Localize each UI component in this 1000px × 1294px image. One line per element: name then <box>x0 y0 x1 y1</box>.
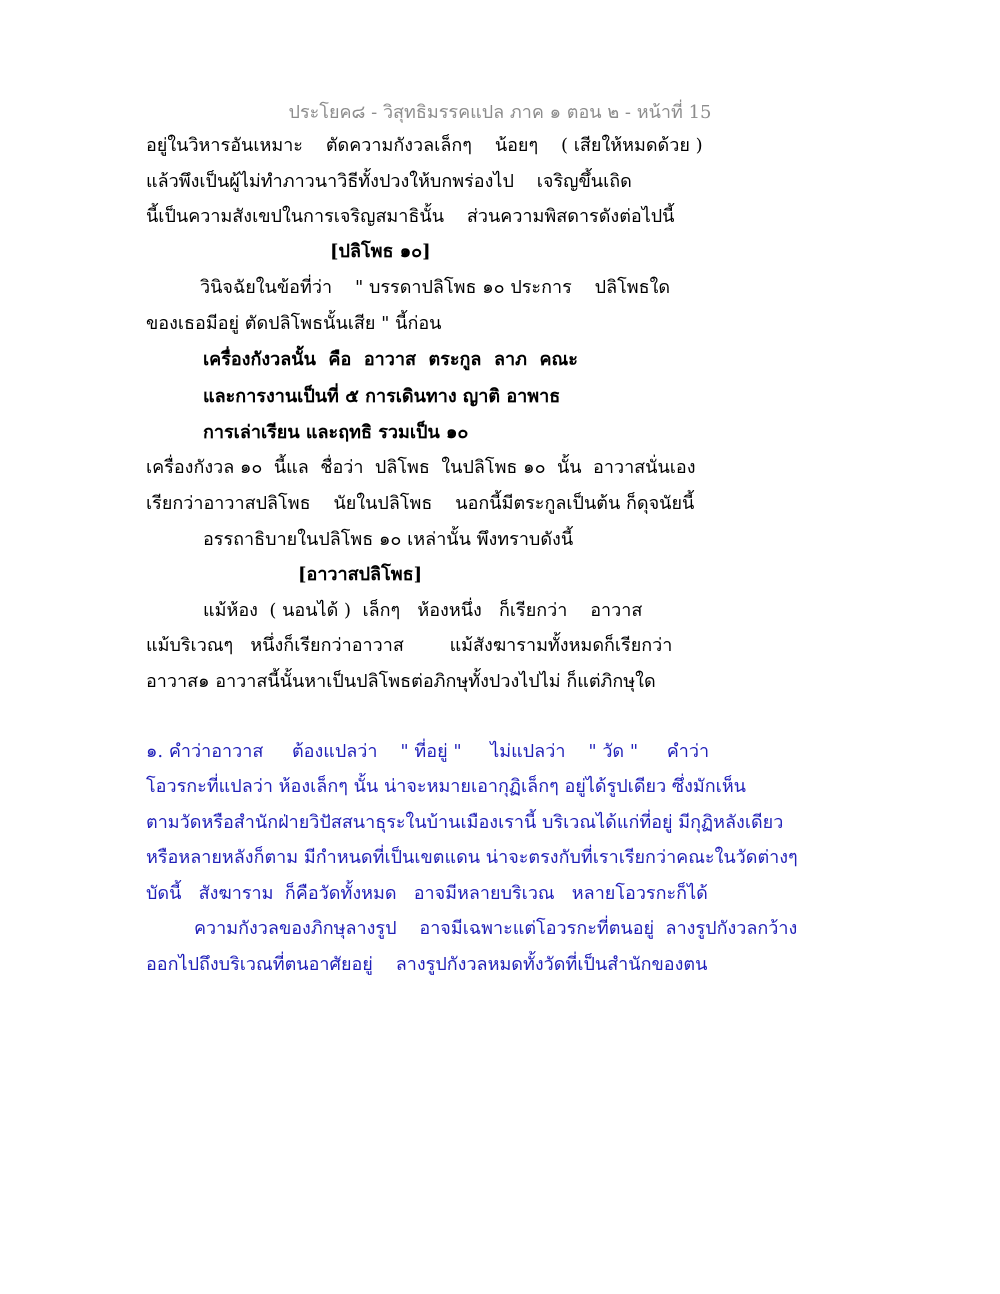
footnote-line: หรือหลายหลังก็ตาม มีกำหนดที่เป็นเขตแดน น่าจะตรงกับที่เราเรียกว่าคณะในวัดต่างๆ <box>146 847 798 868</box>
body-line: ของเธอมีอยู่ ตัดปลิโพธนั้นเสีย " นี้ก่อน <box>146 313 442 334</box>
section-heading: [ปลิโพธ ๑๐] <box>330 241 431 262</box>
footnote-line: ตามวัดหรือสำนักฝ่ายวิปัสสนาธุระในบ้านเมืองเรานี้ บริเวณได้แก่ที่อยู่ มีกุฏิหลังเดียว <box>146 812 784 833</box>
body-line: แม้ห้อง ( นอนได้ ) เล็กๆ ห้องหนึ่ง ก็เรียกว่า อาวาส <box>203 600 643 621</box>
footnote-line: ออกไปถึงบริเวณที่ตนอาศัยอยู่ ลางรูปกังวลหมดทั้งวัดที่เป็นสำนักของตน <box>146 954 708 975</box>
body-line: อรรถาธิบายในปลิโพธ ๑๐ เหล่านั้น พึงทราบดังนี้ <box>203 529 574 550</box>
section-heading: [อาวาสปลิโพธ] <box>298 564 423 585</box>
body-line: นี้เป็นความสังเขปในการเจริญสมาธินั้น ส่วนความพิสดารดังต่อไปนี้ <box>146 206 675 227</box>
verse-line: การเล่าเรียน และฤทธิ รวมเป็น ๑๐ <box>203 422 469 443</box>
body-line: เรียกว่าอาวาสปลิโพธ นัยในปลิโพธ นอกนี้มีตระกูลเป็นต้น ก็ดุจนัยนี้ <box>146 493 695 514</box>
body-line: แล้วพึงเป็นผู้ไม่ทำภาวนาวิธีทั้งปวงให้บกพร่องไป เจริญขึ้นเถิด <box>146 171 632 192</box>
footnote-line: บัดนี้ สังฆาราม ก็คือวัดทั้งหมด อาจมีหลายบริเวณ หลายโอวรกะก็ได้ <box>146 883 708 904</box>
body-line: แม้บริเวณๆ หนึ่งก็เรียกว่าอาวาส แม้สังฆารามทั้งหมดก็เรียกว่า <box>146 635 673 656</box>
page-header: ประโยค๘ - วิสุทธิมรรคแปล ภาค ๑ ตอน ๒ - หน้าที่ 15 <box>288 102 712 123</box>
verse-line: เครื่องกังวลนั้น คือ อาวาส ตระกูล ลาภ คณะ <box>203 349 578 370</box>
footnote-line: ๑. คำว่าอาวาส ต้องแปลว่า " ที่อยู่ " ไม่แปลว่า " วัด " คำว่า <box>146 741 710 762</box>
body-line: อยู่ในวิหารอันเหมาะ ตัดความกังวลเล็กๆ น้อยๆ ( เสียให้หมดด้วย ) <box>146 135 703 156</box>
body-line: อาวาส๑ อาวาสนี้นั้นหาเป็นปลิโพธต่อภิกษุทั้งปวงไปไม่ ก็แต่ภิกษุใด <box>146 671 656 692</box>
verse-line: และการงานเป็นที่ ๕ การเดินทาง ญาติ อาพาธ <box>203 386 561 407</box>
footnote-line: ความกังวลของภิกษุลางรูป อาจมีเฉพาะแต่โอวรกะที่ตนอยู่ ลางรูปกังวลกว้าง <box>194 918 798 939</box>
footnote-line: โอวรกะที่แปลว่า ห้องเล็กๆ นั้น น่าจะหมายเอากุฏิเล็กๆ อยู่ได้รูปเดียว ซึ่งมักเห็น <box>146 776 746 797</box>
body-line: เครื่องกังวล ๑๐ นี้แล ชื่อว่า ปลิโพธ ในปลิโพธ ๑๐ นั้น อาวาสนั่นเอง <box>146 457 696 478</box>
body-line: วินิจฉัยในข้อที่ว่า " บรรดาปลิโพธ ๑๐ ประการ ปลิโพธใด <box>200 277 671 298</box>
